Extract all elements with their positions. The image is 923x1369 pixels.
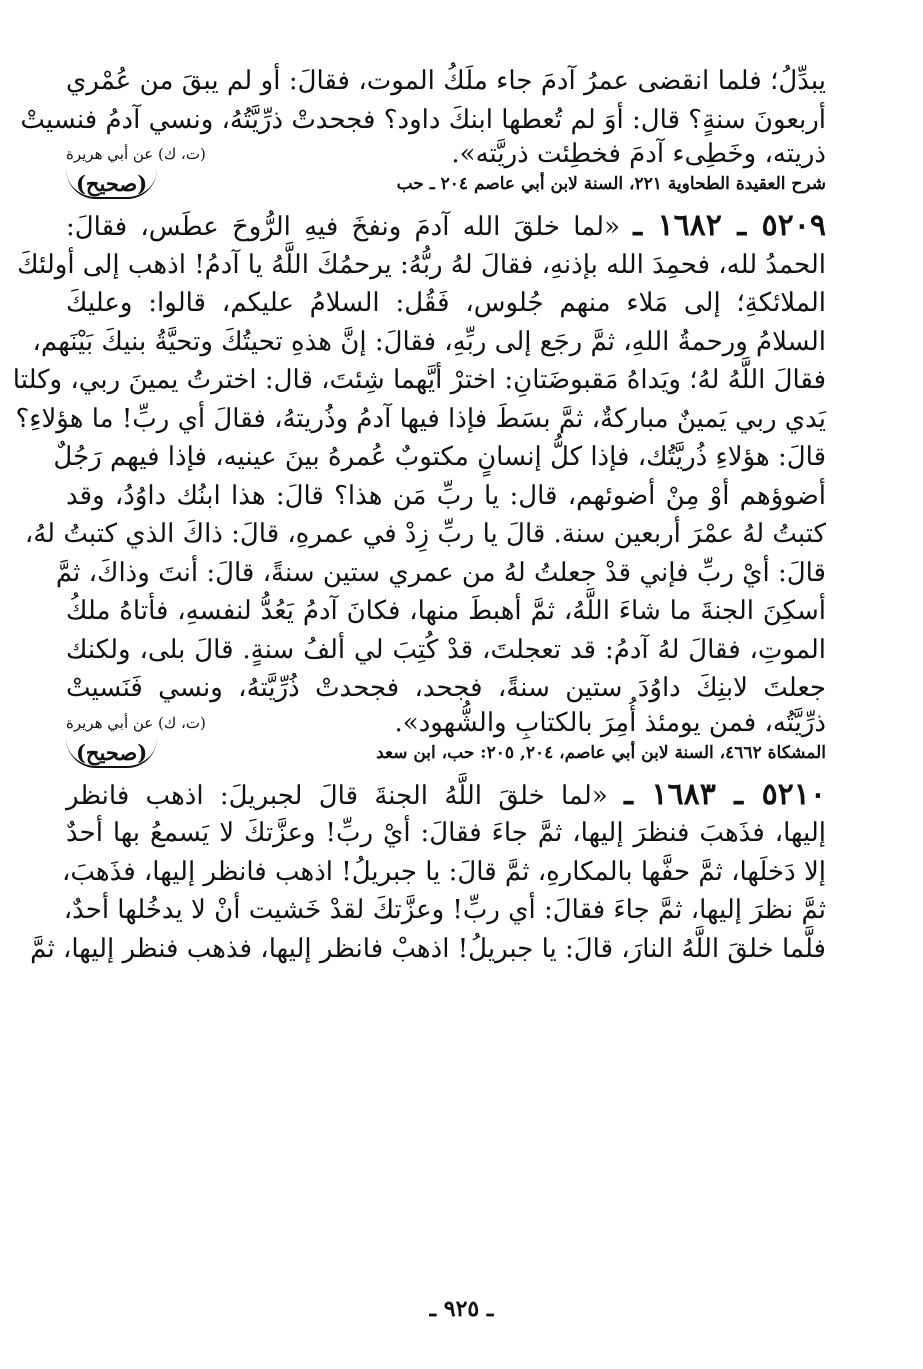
text-line: أسكِنَ الجنةَ ما شاءَ اللَّهُ، ثمَّ أهبطَ منها، فكانَ آدمُ يَعُدُّ لنفسهِ، فأتاهُ ملكُ [66,596,826,626]
hadith-number: ٥٢٠٩ ـ ١٦٨٢ ـ [633,208,826,243]
text-line: «لما خلقَ الله آدمَ ونفخَ فيهِ الرُّوحَ عطَس، فقالَ: [66,212,620,242]
hadith-block [12,207,826,768]
sources-text: المشكاة ٤٦٦٢، السنة لابن أبي عاصم، ٢٠٤, ٢٠٥: حب، ابن سعد [376,742,826,763]
text-line: جعلتَ لابنِكَ داوُدَ ستين سنةً، فجحد، فجحدتْ ذُرِّيَّتهُ، ونسي فَنَسيتْ [66,673,826,703]
text-line: يبدِّلُ؛ فلما انقضى عمرُ آدمَ جاء ملَكُ الموت، فقالَ: أو لم يبقَ من عُمْري [66,66,826,96]
text-line: يَدي ربي يَمينٌ مباركةٌ، ثمَّ بسَطَ فإذا فيها آدمُ وذُريتهُ، فقالَ أي ربِّ! ما هؤلاءِ؟ [15,403,826,434]
text-line: ذريته، وخَطِىء آدمَ فخطِئت ذريَّته». [451,139,826,169]
text-line: أربعونَ سنةٍ؟ قال: أوَ لم تُعطها ابنكَ داود؟ فجحدتْ ذرِّيَّتُهُ، ونسي آدمُ فنسيتْ [20,104,826,135]
narrator-row [66,139,826,169]
text-line: قالَ: أيْ ربِّ فإني قدْ جعلتُ لهُ من عمري ستين سنةً، قالَ: أنتَ وذاكَ، ثمَّ [55,557,826,588]
sources-row [66,169,826,199]
text-line: ثمَّ نظرَ إليها، ثمَّ جاءَ فقالَ: أي ربِّ! وعزَّتكَ لقدْ خَشيت أنْ لا يدخُلها أحدٌ، [63,895,826,925]
hadith-first-line [66,776,826,815]
narrator-row [66,708,826,738]
sources-text: شرح العقيدة الطحاوية ٢٢١، السنة لابن أبي عاصم ٢٠٤ ـ حب [396,174,826,194]
text-line: الموتِ، فقالَ لهُ آدمُ: قد تعجلتَ، قدْ كُتِبَ لي ألفُ سنةٍ. قالَ بلى، ولكنك [66,634,826,665]
hadith-first-line [66,207,826,246]
hadith-number: ٥٢١٠ ـ ١٦٨٣ ـ [624,776,827,812]
text-line: فلَّما خلقَ اللَّهُ النارَ، قالَ: يا جبريلُ! اذهبْ فانظر إليها، فذهب فنظر إليها، ثمَّ [30,933,826,964]
hadith-block [20,62,826,199]
text-line: إلا دَخلَها، ثمَّ حفَّها بالمكارهِ، ثمَّ قالَ: يا جبريلُ! اذهب فانظر إليها، فذَهبَ، [61,856,826,887]
text-line: أضوؤهم أوْ مِنْ أضوئهم، قال: يا ربِّ مَن هذا؟ قالَ: هذا ابنُك داوُدُ، وقد [66,480,826,511]
text-line: إليها، فذَهبَ فنظرَ إليها، ثمَّ جاءَ فقالَ: أيْ ربِّ! وعزَّتكَ لا يَسمعُ بها أحدٌ [66,818,826,848]
page-number: ـ ٩٢٥ ـ [429,1296,494,1322]
text-line: «لما خلقَ اللَّهُ الجنةَ قالَ لجبريلَ: اذهب فانظر [66,780,608,811]
narrator-attribution: (ت، ك) عن أبي هريرة [66,145,206,163]
sources-row [66,738,826,768]
hadith-block [30,776,827,969]
text-line: ذرِّيَّتُه، فمن يومئذ أُمِرَ بالكتابِ والشُّهود». [394,707,826,738]
text-line: فقالَ اللَّهُ لهُ؛ ويَداهُ مَقبوضَتانِ: اخترْ أيَّهما شِئتَ، قال: اخترتُ يمينَ ربي، وكلتا [12,365,826,395]
page-content [12,62,827,968]
text-line: السلامُ ورحمةُ اللهِ، ثمَّ رجَع إلى ربِّهِ، فقالَ: إنَّ هذهِ تحيتُكَ وتحيَّةُ بنيكَ بَيْنَهم، [32,326,826,357]
text-line: الحمدُ لله، فحمِدَ الله بإذنهِ، فقالَ لهُ ربُّهُ: يرحمُكَ اللَّهُ يا آدمُ! اذهب إلى أولئكَ [17,249,826,280]
text-line: قالَ: هؤلاءِ ذُريَّتُك، فإذا كلُّ إنسانٍ مكتوبٌ عُمرهُ بينَ عينيه، فإذا فيهم رَجُلٌ [53,442,826,472]
grade-badge: (صحيح) [66,169,157,199]
text-line: كتبتُ لهُ عمْرَ أربعين سنة. قالَ يا ربِّ زِدْ في عمرهِ، قالَ: ذاكَ الذي كتبتُ لهُ، [24,519,826,549]
narrator-attribution: (ت، ك) عن أبي هريرة [66,713,206,732]
text-line: الملائكةِ؛ إلى مَلاء منهم جُلوس، فَقُل: السلامُ عليكم، قالوا: وعليكَ [66,288,826,318]
grade-badge: (صحيح) [66,738,157,768]
